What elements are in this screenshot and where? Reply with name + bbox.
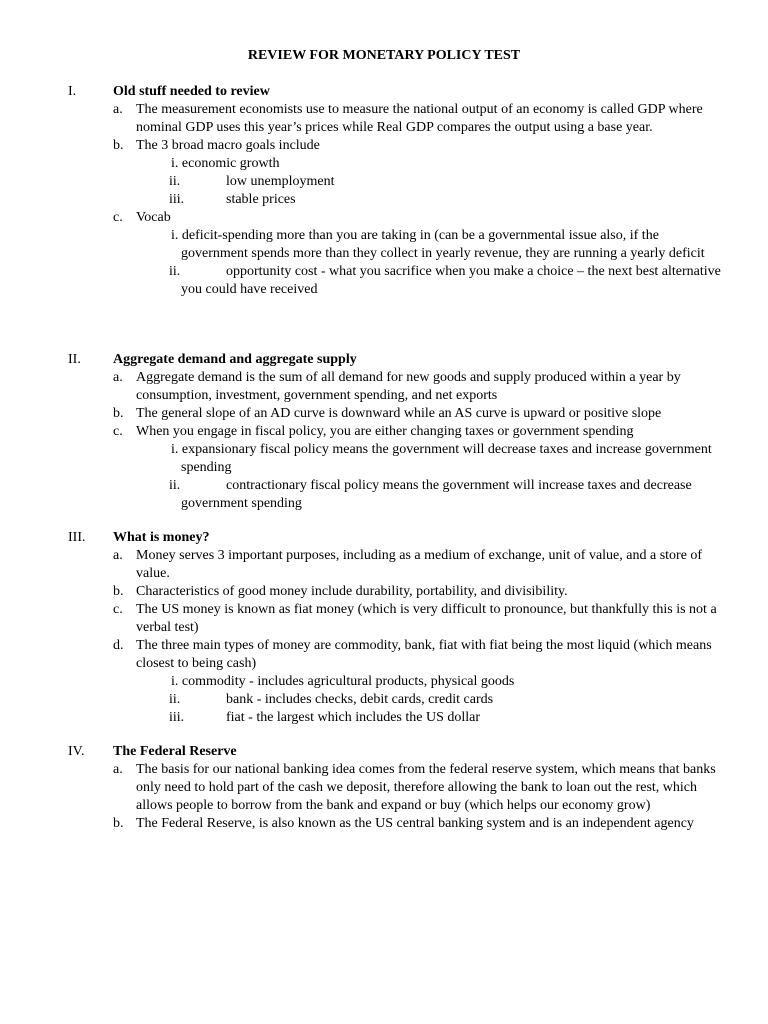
item-label: c. [113, 210, 123, 225]
section-heading [0, 83, 768, 101]
sub-item-text: opportunity cost - what you sacrifice when you make a choice – the next best alternative you could have received [181, 264, 721, 297]
item-label: c. [113, 602, 123, 617]
sub-item-number: i. [171, 442, 179, 457]
item-label: a. [113, 102, 123, 117]
sub-item-text: fiat - the largest which includes the US dollar [226, 710, 481, 725]
item-text: The US money is known as fiat money (which is very difficult to pronounce, but thankfully this is not a verbal test) [136, 602, 717, 635]
item-text: The general slope of an AD curve is downward while an AS curve is upward or positive slope [136, 406, 662, 421]
item-label: b. [113, 138, 124, 153]
list-item [0, 761, 726, 815]
sub-item [0, 673, 726, 691]
item-text: The measurement economists use to measure the national output of an economy is called GDP where nominal GDP uses this year’s prices while Real GDP compares the output using a base year. [136, 102, 703, 135]
item-text: The basis for our national banking idea comes from the federal reserve system, which means that banks only need to hold part of the cash we deposit, therefore allowing the bank to loan out the rest, which allows people to borrow from the bank and expand or buy (which helps our economy grow) [136, 762, 716, 813]
section-number: III. [68, 530, 86, 545]
section-title: The Federal Reserve [113, 744, 237, 759]
sub-item [0, 477, 726, 513]
list-item [0, 637, 726, 673]
sub-item-number: i. [171, 228, 179, 243]
list-item [0, 815, 726, 833]
section-heading [0, 743, 768, 761]
sub-item [0, 191, 726, 209]
sub-item-text: deficit-spending more than you are taking in (can be a governmental issue also, if the government spends more than they collect in yearly revenue, they are running a yearly deficit [181, 228, 705, 261]
sub-item-text: economic growth [181, 156, 280, 171]
section-money [0, 529, 768, 727]
item-text: When you engage in fiscal policy, you are either changing taxes or government spending [136, 424, 634, 439]
section-number: II. [68, 352, 81, 367]
section-heading [0, 351, 768, 369]
item-label: d. [113, 638, 124, 653]
section-number: I. [68, 84, 77, 99]
list-item [0, 547, 726, 583]
sub-item-number: i. [171, 674, 179, 689]
list-item [0, 369, 726, 405]
list-item [0, 583, 726, 601]
section-aggregate [0, 351, 768, 513]
list-item [0, 423, 726, 441]
sub-item [0, 441, 726, 477]
section-federal-reserve [0, 743, 768, 833]
sub-item-number: ii. [169, 692, 181, 707]
section-old-stuff [0, 83, 768, 299]
item-text: Money serves 3 important purposes, including as a medium of exchange, unit of value, and a store of value. [136, 548, 703, 581]
sub-item-number: ii. [169, 478, 181, 493]
sub-item-number: ii. [169, 174, 181, 189]
sub-item [0, 709, 726, 727]
sub-item-text: expansionary fiscal policy means the government will decrease taxes and increase government spending [181, 442, 712, 475]
item-label: b. [113, 406, 124, 421]
sub-item [0, 227, 726, 263]
sub-item [0, 691, 726, 709]
item-label: a. [113, 370, 123, 385]
item-label: b. [113, 816, 124, 831]
item-text: Aggregate demand is the sum of all demand for new goods and supply produced within a year by consumption, investment, government spending, and net exports [136, 370, 681, 403]
item-text: Characteristics of good money include durability, portability, and divisibility. [136, 584, 568, 599]
section-number: IV. [68, 744, 85, 759]
section-title: What is money? [113, 530, 210, 545]
sub-item-number: iii. [169, 710, 185, 725]
sub-item-number: ii. [169, 264, 181, 279]
sub-item-text: bank - includes checks, debit cards, credit cards [226, 692, 494, 707]
item-text: The three main types of money are commodity, bank, fiat with fiat being the most liquid (which means closest to being cash) [136, 638, 712, 671]
list-item [0, 405, 726, 423]
page-title: REVIEW FOR MONETARY POLICY TEST [247, 48, 521, 63]
section-title: Aggregate demand and aggregate supply [113, 352, 357, 367]
sub-item [0, 173, 726, 191]
section-title: Old stuff needed to review [113, 84, 270, 99]
item-text: Vocab [136, 210, 171, 225]
item-label: a. [113, 762, 123, 777]
item-text: The Federal Reserve, is also known as the US central banking system and is an independent agency [136, 816, 694, 831]
item-text: The 3 broad macro goals include [136, 138, 320, 153]
item-label: a. [113, 548, 123, 563]
sub-item-number: iii. [169, 192, 185, 207]
item-label: b. [113, 584, 124, 599]
section-heading [0, 529, 768, 547]
sub-item-text: stable prices [226, 192, 296, 207]
sub-item-text: contractionary fiscal policy means the government will increase taxes and decrease government spending [181, 478, 692, 511]
sub-item-text: commodity - includes agricultural products, physical goods [181, 674, 515, 689]
sub-item-text: low unemployment [226, 174, 335, 189]
sub-item [0, 263, 726, 299]
list-item [0, 601, 726, 637]
sub-item [0, 155, 726, 173]
sub-item-number: i. [171, 156, 179, 171]
item-label: c. [113, 424, 123, 439]
list-item [0, 101, 726, 137]
list-item [0, 209, 726, 227]
list-item [0, 137, 726, 155]
